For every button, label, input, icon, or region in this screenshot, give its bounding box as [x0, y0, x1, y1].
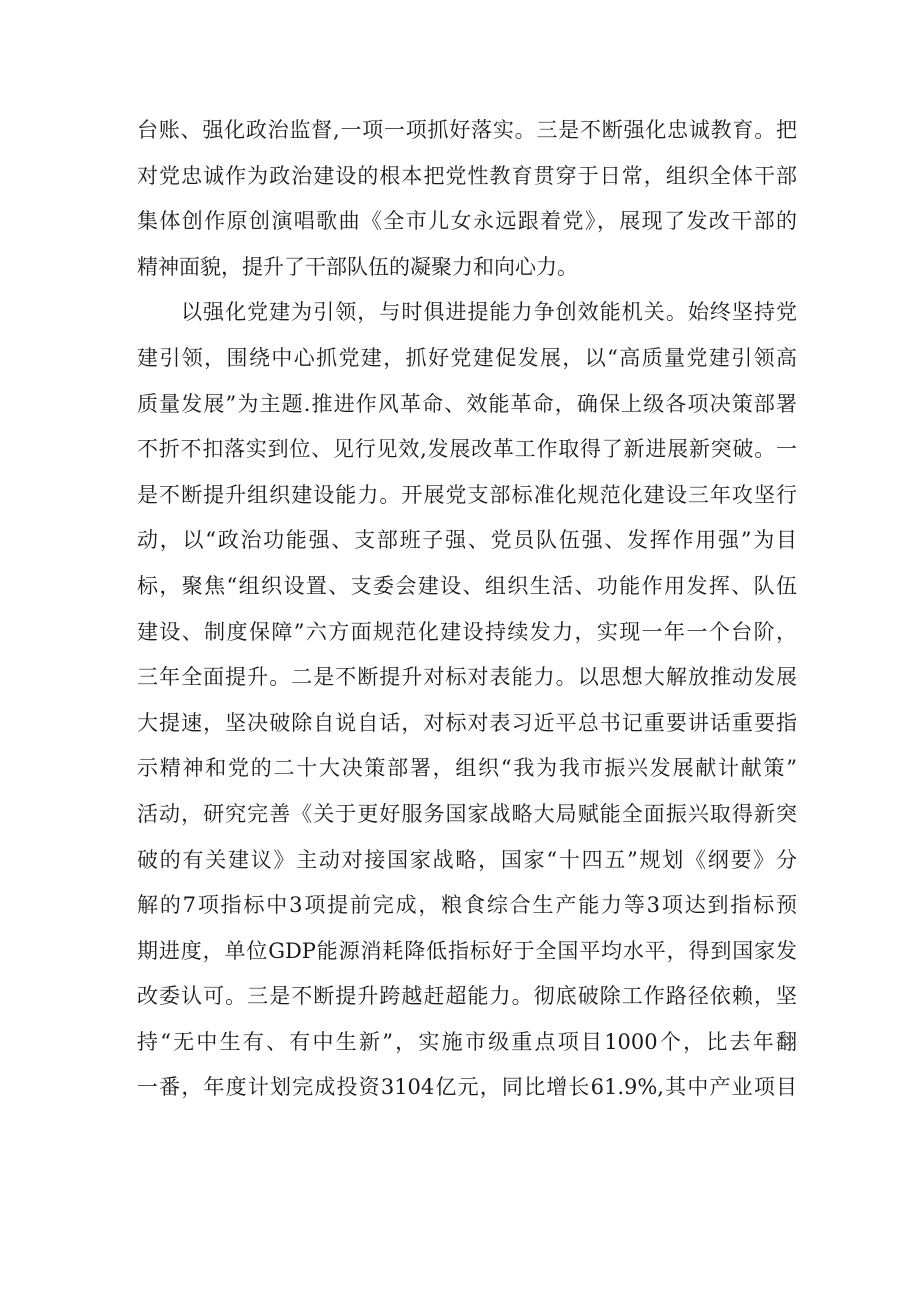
text-line: 动，以“政治功能强、支部班子强、党员队伍强、发挥作用强”为目: [137, 528, 797, 553]
body-text: [137, 108, 797, 1111]
paragraph-heading-line: 以强化党建为引领，与时俱进提能力争创效能机关。始终坚持党: [181, 300, 797, 325]
text-line: 标，聚焦“组织设置、支委会建设、组织生活、功能作用发挥、队伍: [137, 573, 797, 598]
text-line: 示精神和党的二十大决策部署，组织“我为我市振兴发展献计献策”: [137, 756, 797, 781]
text-line: 质量发展”为主题.推进作风革命、效能革命，确保上级各项决策部署: [137, 391, 797, 416]
text-line: 台账、强化政治监督,一项一项抓好落实。三是不断强化忠诚教育。把: [137, 118, 797, 142]
text-line: 建设、制度保障”六方面规范化建设持续发力，实现一年一个台阶，: [137, 619, 797, 644]
text-line: 大提速，坚决破除自说自话，对标对表习近平总书记重要讲话重要指: [137, 710, 797, 735]
text-line: 解的7项指标中3项提前完成，粮食综合生产能力等3项达到指标预: [137, 893, 797, 918]
text-line: 破的有关建议》主动对接国家战略，国家“十四五”规划《纲要》分: [137, 847, 797, 872]
text-line: 持“无中生有、有中生新”，实施市级重点项目1000个，比去年翻: [137, 1029, 797, 1054]
text-line: 建引领，围绕中心抓党建，抓好党建促发展，以“高质量党建引领高: [137, 345, 797, 370]
text-line: 一番，年度计划完成投资3104亿元，同比增长61.9%,其中产业项目: [137, 1075, 797, 1100]
text-line: 集体创作原创演唱歌曲《全市儿女永远跟着党》，展现了发改干部的: [137, 209, 797, 234]
text-line: 三年全面提升。二是不断提升对标对表能力。以思想大解放推动发展: [137, 665, 797, 690]
text-line: 改委认可。三是不断提升跨越赶超能力。彻底破除工作路径依赖，坚: [137, 984, 797, 1009]
text-line: 不折不扣落实到位、见行见效,发展改革工作取得了新进展新突破。一: [137, 437, 797, 462]
text-line: 精神面貌，提升了干部队伍的凝聚力和向心力。: [137, 254, 578, 279]
text-line: 是不断提升组织建设能力。开展党支部标准化规范化建设三年攻坚行: [137, 482, 797, 507]
text-line: 期进度，单位GDP能源消耗降低指标好于全国平均水平，得到国家发: [137, 938, 797, 963]
text-line: 对党忠诚作为政治建设的根本把党性教育贯穿于日常，组织全体干部: [137, 163, 797, 188]
text-line: 活动，研究完善《关于更好服务国家战略大局赋能全面振兴取得新突: [137, 801, 797, 826]
